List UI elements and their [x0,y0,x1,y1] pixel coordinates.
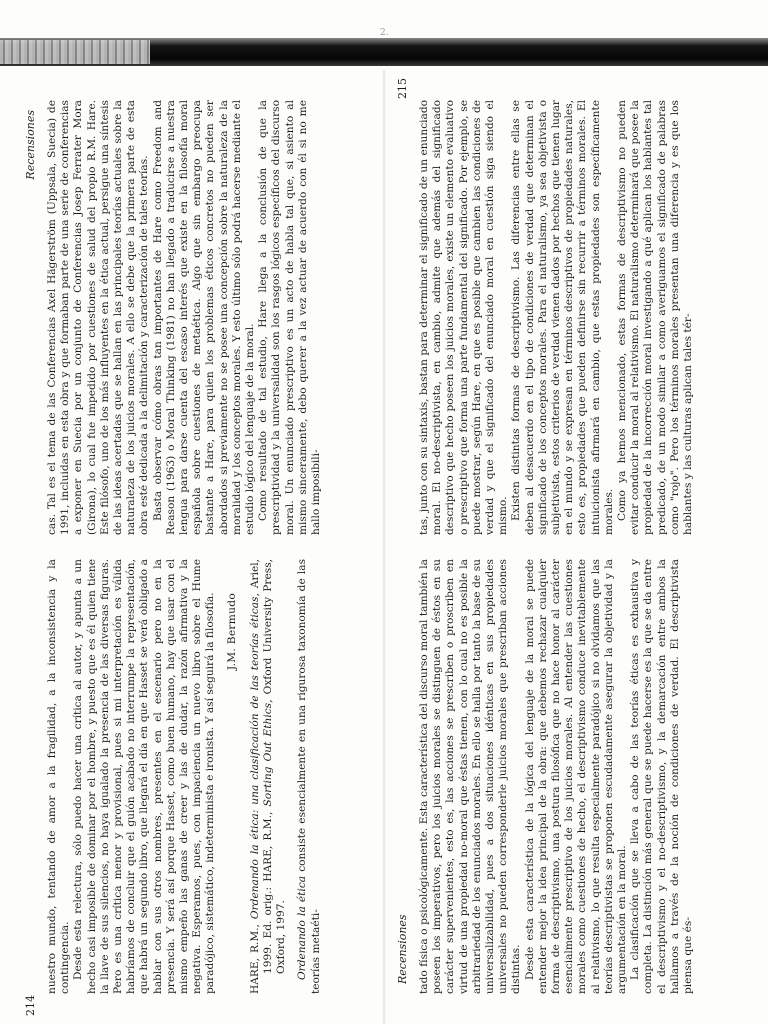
paragraph: Ordenando la ética consiste esencialmente en una rigurosa taxonomía de las teorías metaéti- [296,559,322,994]
right-column-2 [418,100,752,535]
book-title: Ordenando la ética: una clasificación de las teorías éticas, [248,593,261,920]
right-page [392,70,756,1024]
paragraph: Desde esta característica de la lógica del lenguaje de la moral se puede entender mejor la idea principal de la obra: que debemos rechazar cualquier forma de descriptivismo, una postura filosófica que no hace honor al carácter esencialmente prescriptivo de los juicios morales. Al entender las cuestiones morales como cuestiones de hecho, el descriptivismo conduce inevitablemente al relativismo, lo que resulta especialmente paradójico si no olvidamos que las teorías descriptivistas se proponen escudadamente asegurar la objetividad y la argumentación en la moral. [523,559,629,994]
right-column-1 [418,559,752,994]
review-signature [226,559,239,994]
right-page-content [392,70,756,1024]
left-page [20,70,382,1024]
book-reference: HARE, R.M., Ordenando la ética: una clasificación de las teorías éticas, Ariel, 1999. Ed. orig.: HARE, R.M., Sorting Out Ethics, Oxford University Press, Oxford, 1997. [248,559,288,994]
original-book-title: Sorting Out Ethics, [262,699,275,807]
paragraph: tas, junto con su sintaxis, bastan para determinar el significado de un enunciado moral. El no-descriptivista, en cambio, admite que además del significado descriptivo que hecho poseen los juicios morales, existe un elemento evaluativo o prescriptivo que forma una parte fundamental del significado. Por ejemplo, se puede mostrar, según Hare, en que es posible que cambien las condiciones de verdad y que el significado del enunciado moral en cuestión siga siendo el mismo. [418,100,510,535]
left-page-content [20,70,382,1024]
paragraph: Desde esta relectura, sólo puedo hacer una crítica al autor, y apunta a un hecho casi imposible de dominar por el hombre, y puesto que es él quien tiene la llave de sus silencios, no haya igualado la presencia de las diversas figuras. Pero es una crítica menor y provisional, pues si mi interpretación es válida habríamos de concluir que el guión acabado no interrumpe la representación, que habrá un segundo libro, que llegará el día en que Hasset se verá obligado a hablar con sus otros nombres, presentes en el escenario pero no en la presencia. Y será así porque Hasset, como buen humano, hay que usar con el mismo empeño las ganas de creer y las de dudar, la razón afirmativa y la negativa. Esperamos, pues, con impaciencia un nuevo libro sobre el Hume paradójico, sistemático, indeterminista e ironista. Y así seguirá la filosofía. [72,559,217,994]
right-page-number: 215 [396,78,409,99]
right-running-header: Recensiones [396,914,409,984]
left-page-columns [46,100,378,994]
paragraph: Como ya hemos mencionado, estas formas de descriptivismo no pueden evitar conducir la moral al relativismo. El naturalismo determinará que posee la propiedad de la incorrección moral investigando a qué aplican los hablantes tal predicado, de un modo similar a como averiguamos el significado de palabras como "rojo". Pero los términos morales presentan una diferencia y es que los hablantes y las culturas aplican tales tér- [616,100,695,535]
left-running-header: Recensiones [24,110,37,180]
paragraph: cas. Tal es el tema de las Conferencias Axel Hägerström (Uppsala, Suecia) de 1991, incluidas en esta obra y que formaban parte de una serie de conferencias a exponer en Suecia por un conjunto de Conferencias Josep Ferrater Mora (Girona), lo cual fue impedido por cuestiones de salud del propio R.M. Hare. Este filósofo, uno de los más influyentes en la ética actual, persigue una síntesis de las ideas acertadas que se hallan en las principales teorías actuales sobre la naturaleza de los juicios morales. A ello se debe que la primera parte de esta obra esté dedicada a la delimitación y caracterización de tales teorías. [46,100,151,535]
paragraph: Basta observar cómo obras tan importantes de Hare como Freedom and Reason (1963) o Moral Thinking (1981) no han llegado a traducirse a nuestra lengua para darse cuenta del escaso interés que existe en la filosofía moral española sobre cuestiones de metaética. Algo que sin embargo preocupa bastante a Hare, para quien los problemas éticos concretos no pueden ser abordados si previamente no se posee una concepción sobre la naturaleza de la moralidad y los conceptos morales. Y esto último sólo podrá hacerse mediante el estudio lógico del lenguaje de la moral. [151,100,257,535]
paragraph: nuestro mundo, tentando de amor a la fragilidad, a la inconsistencia y la contingencia. [46,559,72,994]
right-page-columns [418,100,752,994]
scan-mark: 2. [380,28,389,38]
left-column-2 [46,100,378,535]
signature-name: J.M. Bermudo [225,593,238,671]
book-gutter [382,70,386,1024]
paragraph: La clasificación que se lleva a cabo de las teorías éticas es exhaustiva y completa. La distinción más general que se puede hacerse es la que se da entre el descriptivismo y el no-descriptivismo, y la demarcación entre ambos la hallamos a través de la noción de condiciones de verdad. El descriptivista piensa que és- [629,559,695,994]
paragraph: Existen distintas formas de descriptivismo. Las diferencias entre ellas se deben al desacuerdo en el tipo de condiciones de verdad que determinan el significado de los conceptos morales. Para el naturalismo, ya sea objetivista o subjetivista, estos criterios de verdad vienen dados por hechos que tienen lugar en el mundo y se expresan en términos descriptivos de propiedades naturales, esto es, propiedades que pueden definirse sin recurrir a términos morales. El intuicionista afirmará en cambio, que estas propiedades son específicamente morales. [510,100,615,535]
scan-edge-texture [0,40,150,64]
left-column-1 [46,559,378,994]
left-page-number: 214 [24,995,37,1016]
paragraph: Como resultado de tal estudio, Hare llega a la conclusión de que la prescriptividad y la universalidad son los rasgos lógicos específicos del discurso moral. Un enunciado prescriptivo es un acto de habla tal que, si asiento al mismo sinceramente, debo querer a la vez actuar de acuerdo con él si no me hallo imposibili- [257,100,323,535]
paragraph: tado física o psicológicamente. Esta característica del discurso moral también la poseen los imperativos, pero los juicios morales se distinguen de éstos en su carácter supervenientes, esto es, las acciones se prescriben o proscriben en virtud de una propiedad no-moral que éstas tienen, con lo cual no es posible la arbitrariedad de los enunciados morales. En ello se halla por tanto la base de su universalizabilidad, pues a dos situaciones idénticas en sus propiedades universales no pueden corresponderle juicios morales que prescriban acciones distintas. [418,559,523,994]
